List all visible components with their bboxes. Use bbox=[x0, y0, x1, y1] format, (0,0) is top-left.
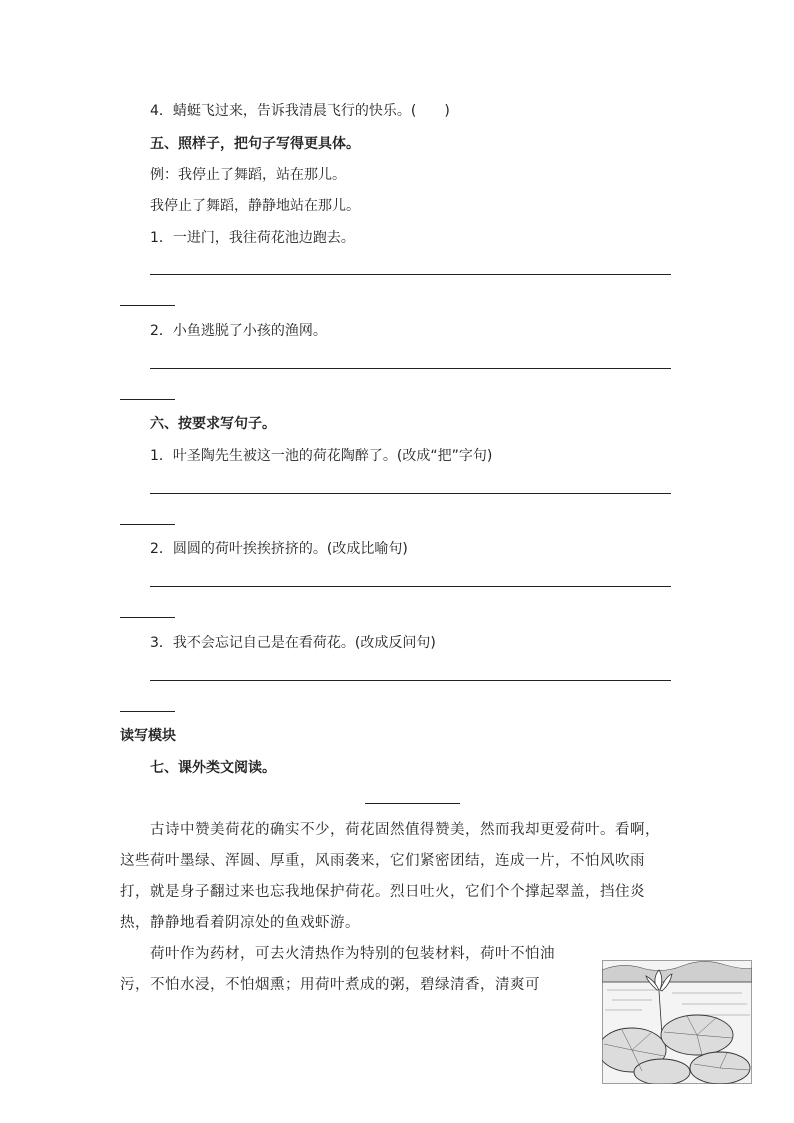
passage-line: 古诗中赞美荷花的确实不少，荷花固然值得赞美，然而我却更爱荷叶。看啊， bbox=[150, 822, 660, 838]
section-6-item-1: 1．叶圣陶先生被这一池的荷花陶醉了。(改成“把”字句) bbox=[150, 448, 493, 464]
question-4: 4．蜻蜓飞过来，告诉我清晨飞行的快乐。( ) bbox=[150, 103, 450, 119]
answer-line-continuation[interactable] bbox=[120, 399, 175, 400]
answer-line[interactable] bbox=[150, 274, 671, 275]
example-label: 例：我停止了舞蹈，站在那儿。 bbox=[150, 167, 346, 183]
answer-line-continuation[interactable] bbox=[120, 524, 175, 525]
answer-line[interactable] bbox=[150, 493, 671, 494]
section-7-title: 七、课外类文阅读。 bbox=[150, 760, 276, 776]
section-5-item-2: 2．小鱼逃脱了小孩的渔网。 bbox=[150, 323, 327, 339]
section-5-item-1: 1．一进门，我往荷花池边跑去。 bbox=[150, 230, 355, 246]
passage-line: 打，就是身子翻过来也忘我地保护荷花。烈日吐火，它们个个撑起翠盖，挡住炎 bbox=[120, 884, 645, 900]
section-6-item-2: 2．圆圆的荷叶挨挨挤挤的。(改成比喻句) bbox=[150, 541, 408, 557]
example-answer: 我停止了舞蹈，静静地站在那儿。 bbox=[150, 198, 360, 214]
passage-line: 这些荷叶墨绿、浑圆、厚重，风雨袭来，它们紧密团结，连成一片，不怕风吹雨 bbox=[120, 853, 645, 869]
passage-line: 污，不怕水浸，不怕烟熏；用荷叶煮成的粥，碧绿清香，清爽可 bbox=[120, 977, 540, 993]
answer-line[interactable] bbox=[150, 368, 671, 369]
answer-line[interactable] bbox=[150, 680, 671, 681]
answer-line-continuation[interactable] bbox=[120, 617, 175, 618]
answer-line-continuation[interactable] bbox=[120, 305, 175, 306]
section-6-title: 六、按要求写句子。 bbox=[150, 416, 276, 432]
module-title: 读写模块 bbox=[120, 728, 176, 744]
passage-line: 热，静静地看着阴凉处的鱼戏虾游。 bbox=[120, 915, 360, 931]
lotus-pond-icon bbox=[602, 960, 752, 1084]
answer-line-continuation[interactable] bbox=[120, 711, 175, 712]
answer-line[interactable] bbox=[150, 586, 671, 587]
lotus-pond-illustration bbox=[602, 960, 752, 1084]
passage-line: 荷叶作为药材，可去火清热作为特别的包装材料，荷叶不怕油 bbox=[150, 946, 555, 962]
section-6-item-3: 3．我不会忘记自己是在看荷花。(改成反问句) bbox=[150, 635, 436, 651]
section-5-title: 五、照样子，把句子写得更具体。 bbox=[150, 136, 360, 152]
passage-title-blank[interactable] bbox=[365, 803, 460, 804]
